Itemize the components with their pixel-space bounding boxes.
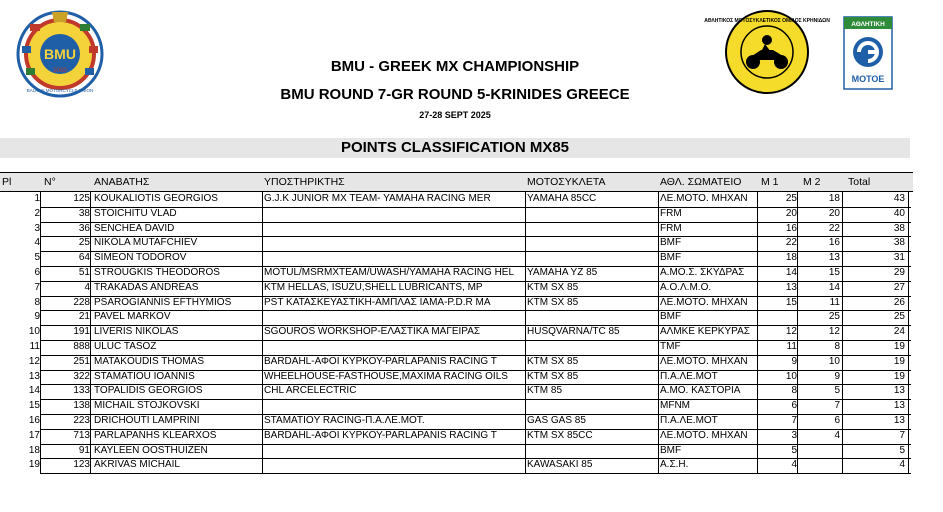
cell-number: 138: [73, 400, 90, 412]
table-row: [0, 444, 913, 459]
cell-rider: PSAROGIANNIS EFTHYMIOS: [94, 296, 232, 308]
cell-moto1: 6: [791, 400, 797, 412]
cell-number: 251: [73, 355, 90, 367]
cell-moto2: 4: [834, 429, 840, 441]
cell-number: 4: [84, 281, 90, 293]
cell-number: 123: [73, 459, 90, 471]
bmu-logo: [14, 6, 106, 98]
cell-total: 43: [893, 193, 905, 204]
cell-sponsor: SGOUROS WORKSHOP-ΕΛΑΣΤΙΚΑ ΜΑΓΕΙΡΑΣ: [264, 326, 481, 338]
cell-moto1: 22: [785, 237, 797, 249]
cell-total: 38: [893, 222, 905, 234]
col-header-m2: Μ 2: [803, 176, 821, 188]
cell-bike: KTM SX 85: [527, 281, 579, 293]
cell-rider: KOUKALIOTIS GEORGIOS: [94, 193, 218, 204]
cell-number: 38: [78, 207, 90, 219]
cell-total: 5: [899, 444, 905, 456]
cell-club: MFNM: [660, 400, 690, 412]
cell-total: 13: [893, 414, 905, 426]
cell-club: FRM: [660, 207, 682, 219]
cell-total: 4: [899, 459, 905, 471]
cell-place: 7: [34, 281, 40, 293]
cell-club: FRM: [660, 222, 682, 234]
cell-moto2: 7: [834, 400, 840, 412]
cell-club: ΛΕ.ΜΟΤΟ. ΜΗΧΑΝ: [660, 193, 748, 204]
cell-rider: SIMEON TODOROV: [94, 252, 187, 264]
cell-total: 24: [893, 326, 905, 338]
cell-moto2: 15: [828, 266, 840, 278]
table-body: [0, 192, 913, 473]
col-header-sponsor: ΥΠΟΣΤΗΡΙΚΤΗΣ: [264, 176, 345, 188]
cell-sponsor: PST ΚΑΤΑΣΚΕΥΑΣΤΙΚΗ-ΑΜΠΛΑΣ ΙΑΜΑ-P.D.R ΜΑ: [264, 296, 491, 308]
federation-logo-bottom-text: ΜΟΤΟΕ: [851, 74, 885, 84]
cell-club: Α.ΜΟ.Σ. ΣΚΥΔΡΑΣ: [660, 266, 745, 278]
cell-number: 125: [73, 193, 90, 204]
cell-moto1: 10: [785, 370, 797, 382]
cell-moto2: 9: [834, 370, 840, 382]
cell-moto2: 18: [828, 193, 840, 204]
table-row: [0, 340, 913, 355]
cell-rider: ULUC TASOZ: [94, 340, 157, 352]
cell-place: 15: [28, 400, 40, 412]
cell-club: BMF: [660, 311, 682, 323]
cell-club: ΛΕ.ΜΟΤΟ. ΜΗΧΑΝ: [660, 296, 748, 308]
cell-sponsor: BARDAHL-ΑΦΟΙ ΚΥΡΚΟΥ-PARLAPANIS RACING T: [264, 429, 497, 441]
cell-total: 19: [893, 355, 905, 367]
cell-moto2: 14: [828, 281, 840, 293]
club-logo: [704, 10, 830, 94]
cell-moto2: 6: [834, 414, 840, 426]
cell-club: Α.Σ.Η.: [660, 459, 689, 471]
cell-place: 6: [34, 266, 40, 278]
cell-total: 31: [893, 252, 905, 264]
cell-total: 26: [893, 296, 905, 308]
cell-moto2: 10: [828, 355, 840, 367]
cell-rider: STAMATIOU IOANNIS: [94, 370, 195, 382]
cell-club: BMF: [660, 444, 682, 456]
cell-moto2: 11: [829, 296, 840, 308]
cell-sponsor: KTM HELLAS, ISUZU,SHELL LUBRICANTS, MP: [264, 281, 483, 293]
cell-number: 223: [73, 414, 90, 426]
table-row: [0, 458, 913, 473]
cell-moto1: 9: [791, 355, 797, 367]
cell-moto2: 20: [828, 207, 840, 219]
cell-sponsor: BARDAHL-ΑΦΟΙ ΚΥΡΚΟΥ-PARLAPANIS RACING T: [264, 355, 497, 367]
table-row: [0, 355, 913, 370]
cell-moto1: 12: [785, 326, 797, 338]
cell-sponsor: CHL ARCELECTRIC: [264, 385, 357, 397]
cell-club: ΛΕ.ΜΟΤΟ. ΜΗΧΑΝ: [660, 355, 748, 367]
table-row: [0, 207, 913, 222]
cell-total: 40: [893, 207, 905, 219]
cell-number: 228: [73, 296, 90, 308]
cell-moto2: 13: [828, 252, 840, 264]
cell-club: TMF: [660, 340, 681, 352]
col-header-bike: ΜΟΤΟΣΥΚΛΕΤΑ: [527, 176, 606, 188]
table-row: [0, 251, 913, 266]
cell-number: 91: [78, 444, 90, 456]
club-logo-ring-text: ΑΘΛΗΤΙΚΟΣ ΜΟΤΟΣΥΚΛΕΤΙΚΟΣ ΟΜΙΛΟΣ ΚΡΗΝΙΔΩΝ: [704, 18, 830, 24]
cell-moto1: 16: [785, 222, 797, 234]
cell-bike: GAS GAS 85: [527, 414, 586, 426]
cell-club: BMF: [660, 252, 682, 264]
cell-total: 29: [893, 266, 905, 278]
cell-place: 18: [28, 444, 40, 456]
cell-moto1: 20: [785, 207, 797, 219]
cell-number: 36: [78, 222, 90, 234]
cell-bike: HUSQVARNA/TC 85: [527, 326, 620, 338]
championship-title: BMU - GREEK MX CHAMPIONSHIP: [330, 58, 580, 75]
table-row: [0, 325, 913, 340]
cell-number: 888: [73, 340, 90, 352]
cell-place: 4: [34, 237, 40, 249]
cell-rider: STOICHITU VLAD: [94, 207, 177, 219]
cell-bike: KAWASAKI 85: [527, 459, 593, 471]
cell-place: 19: [28, 459, 40, 471]
cell-club: Α.Ο.Λ.Μ.Ο.: [660, 281, 712, 293]
cell-rider: STROUGKIS THEODOROS: [94, 266, 220, 278]
cell-number: 191: [73, 326, 90, 338]
bmu-logo-text: BMU: [44, 46, 76, 62]
table-row: [0, 414, 913, 429]
cell-sponsor: G.J.K JUNIOR MX TEAM- YAMAHA RACING MER: [264, 193, 491, 204]
table-header: [0, 172, 913, 192]
cell-total: 19: [893, 340, 905, 352]
cell-moto1: 15: [785, 296, 797, 308]
cell-sponsor: STAMATIOY RACING-Π.Α.ΛΕ.ΜΟΤ.: [264, 414, 425, 426]
cell-sponsor: WHEELHOUSE-FASTHOUSE,MAXIMA RACING OILS: [264, 370, 508, 382]
table-row: [0, 236, 913, 251]
cell-rider: DRICHOUTI LAMPRINI: [94, 414, 200, 426]
cell-number: 51: [78, 266, 90, 278]
cell-moto2: 12: [828, 326, 840, 338]
cell-moto2: 25: [828, 311, 840, 323]
event-dates: 27-28 SEPT 2025: [419, 110, 491, 120]
cell-bike: KTM SX 85: [527, 370, 579, 382]
table-row: [0, 310, 913, 325]
cell-moto1: 7: [791, 414, 797, 426]
cell-bike: YAMAHA 85CC: [527, 193, 597, 204]
cell-place: 3: [34, 222, 40, 234]
table-row: [0, 222, 913, 237]
cell-moto2: 22: [828, 222, 840, 234]
cell-place: 14: [28, 385, 40, 397]
cell-club: Π.Α.ΛΕ.ΜΟΤ: [660, 414, 718, 426]
cell-number: 133: [73, 385, 90, 397]
cell-total: 27: [893, 281, 905, 293]
cell-moto1: 5: [791, 444, 797, 456]
cell-place: 12: [28, 355, 40, 367]
cell-total: 25: [893, 311, 905, 323]
col-header-pl: Pl: [2, 176, 12, 188]
cell-moto2: 16: [828, 237, 840, 249]
cell-moto1: 25: [785, 193, 797, 204]
cell-place: 5: [34, 252, 40, 264]
col-header-no: N°: [44, 176, 56, 188]
classification-title: POINTS CLASSIFICATION MX85: [0, 138, 910, 158]
cell-place: 17: [28, 429, 40, 441]
bmu-logo-year: 2000: [53, 68, 67, 74]
cell-moto1: 3: [791, 429, 797, 441]
table-row: [0, 384, 913, 399]
table-row: [0, 370, 913, 385]
cell-number: 713: [73, 429, 90, 441]
bmu-logo-ring-text: BALKAN MOTORCYCLE UNION: [26, 88, 94, 93]
results-table: [0, 172, 913, 473]
cell-place: 9: [34, 311, 40, 323]
cell-bike: KTM SX 85: [527, 296, 579, 308]
cell-place: 1: [34, 193, 40, 204]
cell-place: 10: [28, 326, 40, 338]
federation-logo-top-text: ΑΘΛΗΤΙΚΗ: [851, 21, 885, 28]
cell-moto2: 5: [834, 385, 840, 397]
cell-rider: MICHAIL STOJKOVSKI: [94, 400, 200, 412]
cell-rider: KAYLEEN OOSTHUIZEN: [94, 444, 208, 456]
cell-rider: TRAKADAS ANDREAS: [94, 281, 199, 293]
cell-total: 19: [893, 370, 905, 382]
cell-moto1: 18: [785, 252, 797, 264]
cell-bike: KTM SX 85: [527, 355, 579, 367]
table-row: [0, 281, 913, 296]
cell-rider: MATAKOUDIS THOMAS: [94, 355, 205, 367]
table-row: [0, 399, 913, 414]
cell-place: 13: [28, 370, 40, 382]
cell-bike: KTM 85: [527, 385, 563, 397]
cell-number: 21: [78, 311, 90, 323]
cell-club: ΛΕ.ΜΟΤΟ. ΜΗΧΑΝ: [660, 429, 748, 441]
cell-rider: SENCHEA DAVID: [94, 222, 175, 234]
cell-total: 13: [893, 400, 905, 412]
col-header-m1: Μ 1: [761, 176, 779, 188]
cell-moto1: 13: [785, 281, 797, 293]
cell-number: 322: [73, 370, 90, 382]
table-row: [0, 429, 913, 444]
cell-rider: AKRIVAS MICHAIL: [94, 459, 180, 471]
cell-rider: PARLAPANHS KLEARXOS: [94, 429, 217, 441]
cell-rider: LIVERIS NIKOLAS: [94, 326, 179, 338]
cell-sponsor: MOTUL/MSRMXTEAM/UWASH/YAMAHA RACING HEL: [264, 266, 515, 278]
cell-place: 2: [34, 207, 40, 219]
table-row: [0, 266, 913, 281]
cell-rider: NIKOLA MUTAFCHIEV: [94, 237, 198, 249]
cell-club: Π.Α.ΛΕ.ΜΟΤ: [660, 370, 718, 382]
cell-rider: TOPALIDIS GEORGIOS: [94, 385, 203, 397]
cell-club: Α.ΜΟ. ΚΑΣΤΟΡΙΑ: [660, 385, 741, 397]
round-title: BMU ROUND 7-GR ROUND 5-KRINIDES GREECE: [280, 86, 630, 103]
table-row: [0, 192, 913, 207]
col-header-club: ΑΘΛ. ΣΩΜΑΤΕΙΟ: [660, 176, 742, 188]
cell-moto1: 8: [791, 385, 797, 397]
col-header-total: Total: [848, 176, 871, 188]
cell-bike: KTM SX 85CC: [527, 429, 593, 441]
cell-moto2: 8: [834, 340, 840, 352]
cell-rider: PAVEL MARKOV: [94, 311, 171, 323]
cell-number: 25: [78, 237, 90, 249]
table-row: [0, 296, 913, 311]
cell-bike: YAMAHA YZ 85: [527, 266, 598, 278]
cell-moto1: 11: [786, 340, 797, 352]
cell-total: 13: [893, 385, 905, 397]
cell-place: 16: [28, 414, 40, 426]
cell-total: 38: [893, 237, 905, 249]
cell-moto1: 4: [791, 459, 797, 471]
cell-total: 7: [899, 429, 905, 441]
cell-club: BMF: [660, 237, 682, 249]
cell-place: 11: [29, 340, 40, 352]
cell-moto1: 14: [785, 266, 797, 278]
col-header-rider: ΑΝΑΒΑΤΗΣ: [94, 176, 150, 188]
cell-club: ΑΛΜΚΕ ΚΕΡΚΥΡΑΣ: [660, 326, 750, 338]
federation-logo: [843, 16, 893, 90]
cell-number: 64: [78, 252, 90, 264]
cell-place: 8: [34, 296, 40, 308]
